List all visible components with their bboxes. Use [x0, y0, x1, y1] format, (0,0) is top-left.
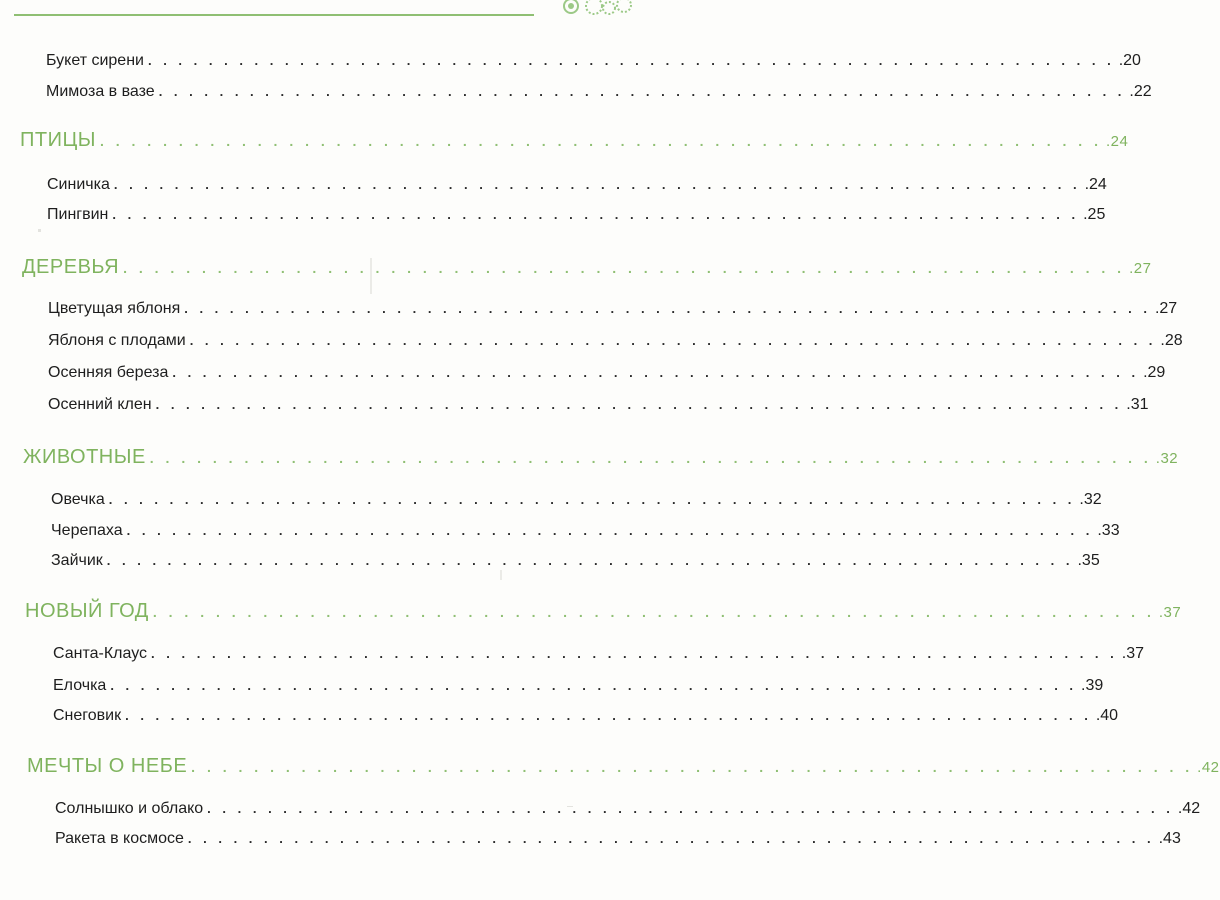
dot-leader: . . . . . . . . . . . . . . . . . . . . . . . . . . . . . . . . . . . . . . . . . . . . . . . . . . . . . . . . . . . . . . . . — [172, 365, 1140, 380]
dot-leader: . . . . . . . . . . . . . . . . . . . . . . . . . . . . . . . . . . . . . . . . . . . . . . . . . . . . . . . . . . . . . . . . — [152, 604, 1155, 620]
section-page-number: .24 — [1105, 133, 1129, 150]
section-title: НОВЫЙ ГОД — [25, 600, 149, 622]
dot-leader: . . . . . . . . . . . . . . . . . . . . . . . . . . . . . . . . . . . . . . . . . . . . . . . . . . . . . . . . . . . . . . . . — [110, 678, 1078, 693]
toc-page-number: .20 — [1118, 52, 1141, 69]
toc-entry[interactable] — [48, 300, 1178, 318]
toc-entry[interactable] — [48, 332, 1183, 350]
toc-entry[interactable] — [47, 176, 1107, 194]
toc-entry[interactable] — [46, 52, 1141, 70]
dot-leader: . . . . . . . . . . . . . . . . . . . . . . . . . . . . . . . . . . . . . . . . . . . . . . . . . . . . . . . . . . . . . . . . — [147, 53, 1115, 68]
toc-page-number: .24 — [1084, 176, 1107, 193]
toc-entry[interactable] — [46, 83, 1152, 101]
toc-page-number: .35 — [1077, 552, 1100, 569]
toc-entry-label: Синичка — [47, 176, 110, 193]
section-title: МЕЧТЫ О НЕБЕ — [27, 755, 188, 777]
toc-entry-label: Цветущая яблоня — [48, 300, 181, 317]
toc-entry[interactable] — [51, 491, 1102, 509]
toc-section-heading[interactable] — [23, 446, 1179, 469]
toc-entry[interactable] — [51, 552, 1100, 570]
toc-entry-label: Ракета в космосе — [55, 830, 184, 847]
dot-leader: . . . . . . . . . . . . . . . . . . . . . . . . . . . . . . . . . . . . . . . . . . . . . . . . . . . . . . . . . . . . . . . . — [149, 450, 1152, 466]
paper-speck — [500, 570, 502, 580]
toc-entry[interactable] — [53, 645, 1144, 663]
toc-entry-label: Солнышко и облако — [55, 800, 204, 817]
toc-entry-label: Яблоня с плодами — [48, 332, 186, 349]
toc-entry-label: Овечка — [51, 491, 105, 508]
toc-section-heading[interactable] — [27, 755, 1220, 778]
section-title: ПТИЦЫ — [20, 129, 96, 151]
toc-page-number: .25 — [1083, 206, 1106, 223]
toc-entry-label: Елочка — [53, 677, 107, 694]
dot-leader: . . . . . . . . . . . . . . . . . . . . . . . . . . . . . . . . . . . . . . . . . . . . . . . . . . . . . . . . . . . . . . . . — [187, 831, 1155, 846]
toc-entry[interactable] — [55, 830, 1181, 848]
toc-page-number: .40 — [1095, 707, 1119, 724]
dot-leader: . . . . . . . . . . . . . . . . . . . . . . . . . . . . . . . . . . . . . . . . . . . . . . . . . . . . . . . . . . . . . . . . — [184, 301, 1151, 316]
top-rule — [14, 14, 534, 16]
dot-leader: . . . . . . . . . . . . . . . . . . . . . . . . . . . . . . . . . . . . . . . . . . . . . . . . . . . . . . . . . . . . . . . . — [155, 397, 1123, 412]
toc-entry[interactable] — [51, 522, 1120, 540]
toc-entry[interactable] — [53, 677, 1104, 695]
toc-entry-label: Зайчик — [51, 552, 103, 569]
section-page-number: .27 — [1129, 260, 1152, 277]
dot-leader: . . . . . . . . . . . . . . . . . . . . . . . . . . . . . . . . . . . . . . . . . . . . . . . . . . . . . . . . . . . . . . . . — [113, 177, 1081, 192]
flower-ornament-icon — [549, 0, 639, 22]
section-page-number: .32 — [1155, 450, 1179, 467]
dot-leader: . . . . . . . . . . . . . . . . . . . . . . . . . . . . . . . . . . . . . . . . . . . . . . . . . . . . . . . . . . . . . . . . — [123, 260, 1126, 276]
section-page-number: .37 — [1158, 604, 1182, 621]
toc-page-number: .32 — [1079, 491, 1102, 508]
dot-leader: . . . . . . . . . . . . . . . . . . . . . . . . . . . . . . . . . . . . . . . . . . . . . . . . . . . . . . . . . . . . . . . . — [189, 333, 1157, 348]
toc-entry[interactable] — [47, 206, 1106, 224]
toc-page-number: .22 — [1129, 83, 1152, 100]
toc-page-number: .31 — [1126, 396, 1149, 413]
toc-entry-label: Мимоза в вазе — [46, 83, 155, 100]
dot-leader: . . . . . . . . . . . . . . . . . . . . . . . . . . . . . . . . . . . . . . . . . . . . . . . . . . . . . . . . . . . . . . . . — [151, 646, 1118, 661]
toc-page-number: .39 — [1081, 677, 1104, 694]
toc-entry[interactable] — [48, 364, 1166, 382]
toc-page-number: .28 — [1160, 332, 1183, 349]
toc-section-heading[interactable] — [22, 256, 1152, 279]
toc-page-number: .27 — [1154, 300, 1178, 317]
toc-page-number: .33 — [1097, 522, 1120, 539]
dot-leader: . . . . . . . . . . . . . . . . . . . . . . . . . . . . . . . . . . . . . . . . . . . . . . . . . . . . . . . . . . . . . . . . — [112, 207, 1080, 222]
dot-leader: . . . . . . . . . . . . . . . . . . . . . . . . . . . . . . . . . . . . . . . . . . . . . . . . . . . . . . . . . . . . . . . . — [207, 801, 1174, 816]
paper-speck — [38, 229, 41, 232]
toc-page-number: .43 — [1158, 830, 1181, 847]
toc-entry-label: Пингвин — [47, 206, 109, 223]
dot-leader: . . . . . . . . . . . . . . . . . . . . . . . . . . . . . . . . . . . . . . . . . . . . . . . . . . . . . . . . . . . . . . . . — [99, 133, 1102, 149]
toc-entry-label: Осенняя береза — [48, 364, 169, 381]
toc-entry-label: Снеговик — [53, 707, 122, 724]
dot-leader: . . . . . . . . . . . . . . . . . . . . . . . . . . . . . . . . . . . . . . . . . . . . . . . . . . . . . . . . . . . . . . . . — [191, 759, 1194, 775]
toc-entry-label: Санта-Клаус — [53, 645, 148, 662]
dot-leader: . . . . . . . . . . . . . . . . . . . . . . . . . . . . . . . . . . . . . . . . . . . . . . . . . . . . . . . . . . . . . . . . — [125, 708, 1092, 723]
toc-entry[interactable] — [53, 707, 1119, 725]
toc-page-number: .42 — [1177, 800, 1201, 817]
section-title: ЖИВОТНЫЕ — [23, 446, 146, 468]
dot-leader: . . . . . . . . . . . . . . . . . . . . . . . . . . . . . . . . . . . . . . . . . . . . . . . . . . . . . . . . . . . . . . . . — [108, 492, 1076, 507]
toc-entry[interactable] — [55, 800, 1201, 818]
toc-page-number: .37 — [1121, 645, 1144, 662]
toc-entry[interactable] — [48, 396, 1149, 414]
toc-page-number: .29 — [1143, 364, 1166, 381]
toc-entry-label: Букет сирени — [46, 52, 144, 69]
dot-leader: . . . . . . . . . . . . . . . . . . . . . . . . . . . . . . . . . . . . . . . . . . . . . . . . . . . . . . . . . . . . . . . . — [106, 553, 1074, 568]
dot-leader: . . . . . . . . . . . . . . . . . . . . . . . . . . . . . . . . . . . . . . . . . . . . . . . . . . . . . . . . . . . . . . . . — [126, 523, 1094, 538]
toc-entry-label: Черепаха — [51, 522, 123, 539]
toc-section-heading[interactable] — [20, 129, 1129, 152]
toc-entry-label: Осенний клен — [48, 396, 152, 413]
dot-leader: . . . . . . . . . . . . . . . . . . . . . . . . . . . . . . . . . . . . . . . . . . . . . . . . . . . . . . . . . . . . . . . . — [158, 84, 1126, 99]
section-page-number: .42 — [1197, 759, 1220, 776]
toc-section-heading[interactable] — [25, 600, 1182, 623]
section-title: ДЕРЕВЬЯ — [22, 256, 120, 278]
